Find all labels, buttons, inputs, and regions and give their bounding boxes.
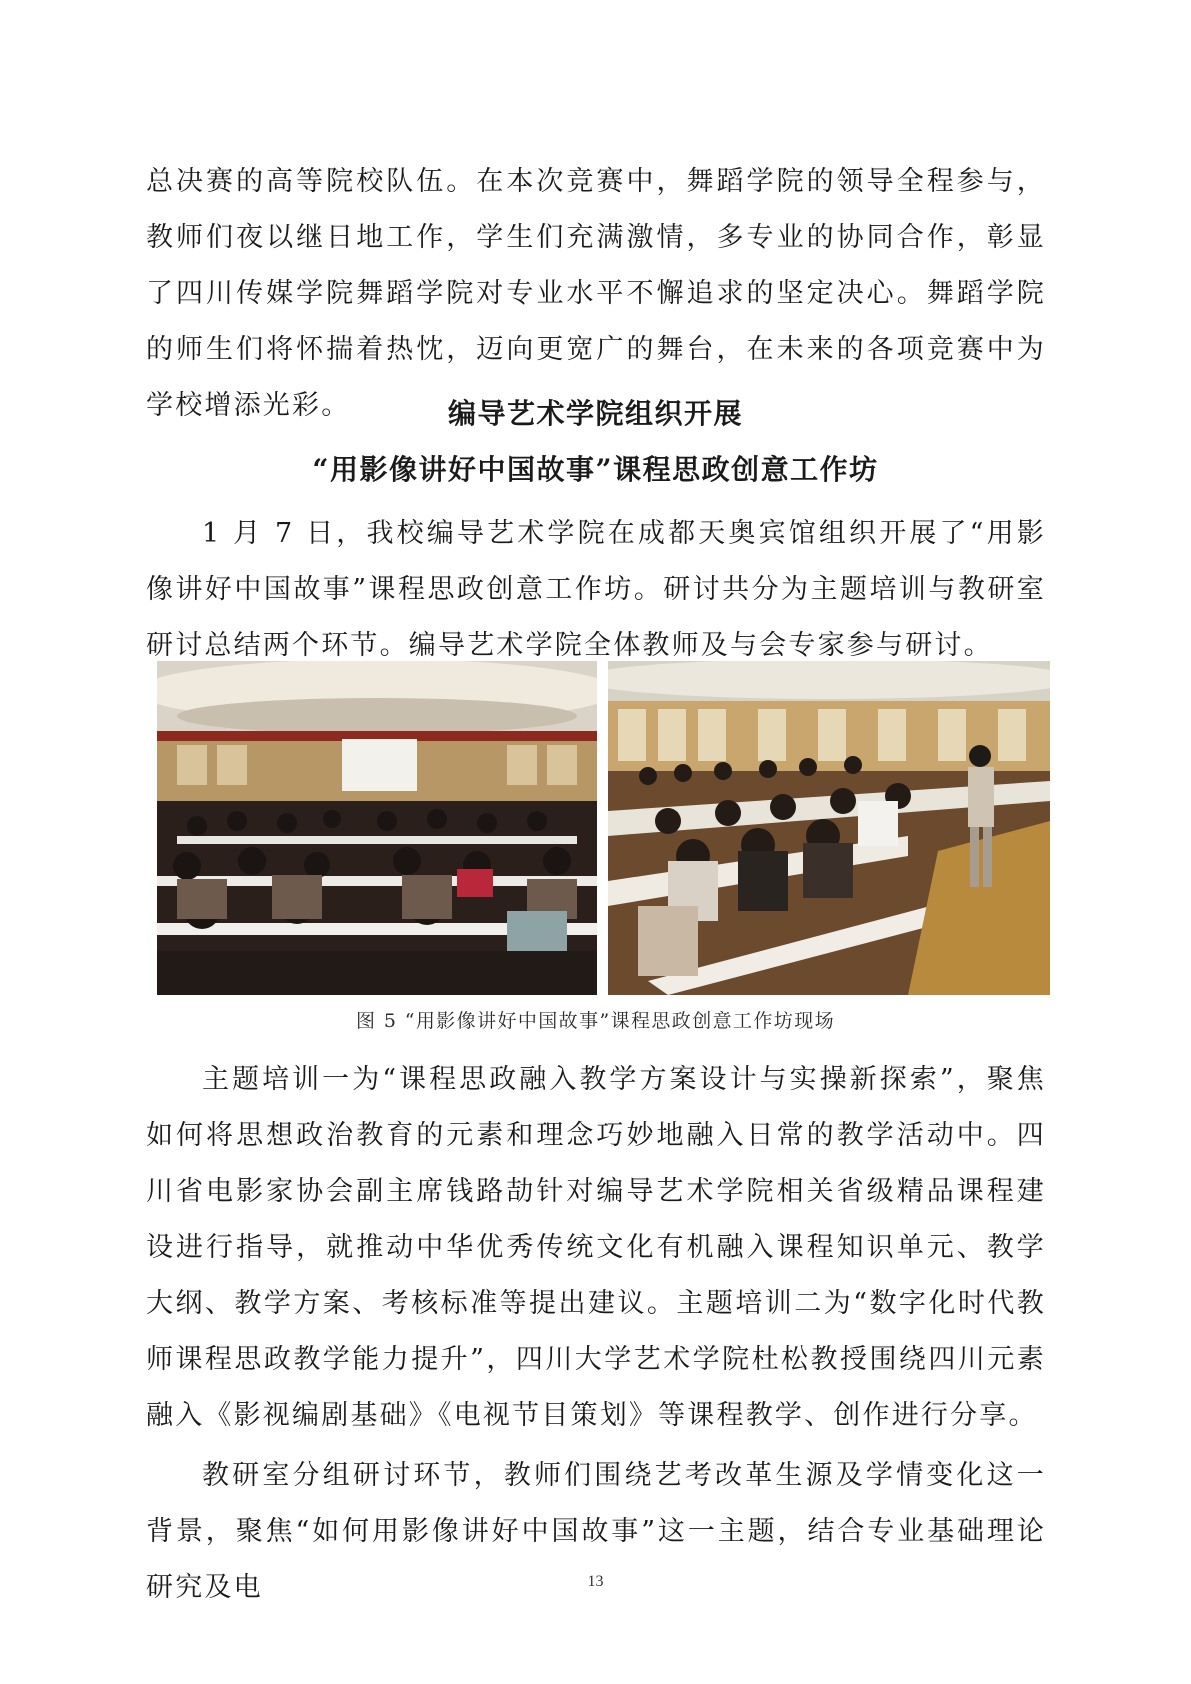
page-number: 13: [587, 1573, 604, 1590]
section-title-line-2: “用影像讲好中国故事”课程思政创意工作坊: [312, 453, 879, 486]
workshop-photo-left: [157, 661, 597, 995]
body-paragraph-training: 主题培训一为“课程思政融入教学方案设计与实操新探索”，聚焦如何将思想政治教育的元素和理念巧妙地融入日常的教学活动中。四川省电影家协会副主席钱路劼针对编导艺术学院相关省级精品课程建设进行指导，就推动中华优秀传统文化有机融入课程知识单元、教学大纲、教学方案、考核标准等提出建议。主题培训二为“数字化时代教师课程思政教学能力提升”，四川大学艺术学院杜松教授围绕四川元素融入《影视编剧基础》《电视节目策划》等课程教学、创作进行分享。: [146, 1064, 1046, 1431]
section-title-line-1: 编导艺术学院组织开展: [447, 397, 743, 430]
workshop-photo-right: [608, 661, 1050, 995]
figure-caption: 图 5 “用影像讲好中国故事”课程思政创意工作坊现场: [356, 1010, 835, 1032]
body-paragraph-intro: 1 月 7 日，我校编导艺术学院在成都天奥宾馆组织开展了“用影像讲好中国故事”课程思政创意工作坊。研讨共分为主题培训与教研室研讨总结两个环节。编导艺术学院全体教师及与会专家参与研讨。: [146, 518, 1046, 661]
body-paragraph-continuation: 总决赛的高等院校队伍。在本次竞赛中，舞蹈学院的领导全程参与，教师们夜以继日地工作，学生们充满激情，多专业的协同合作，彰显了四川传媒学院舞蹈学院对专业水平不懈追求的坚定决心。舞蹈学院的师生们将怀揣着热忱，迈向更宽广的舞台，在未来的各项竞赛中为学校增添光彩。: [146, 166, 1046, 421]
body-paragraph-discussion: 教研室分组研讨环节，教师们围绕艺考改革生源及学情变化这一背景，聚焦“如何用影像讲好中国故事”这一主题，结合专业基础理论研究及电: [146, 1460, 1046, 1603]
